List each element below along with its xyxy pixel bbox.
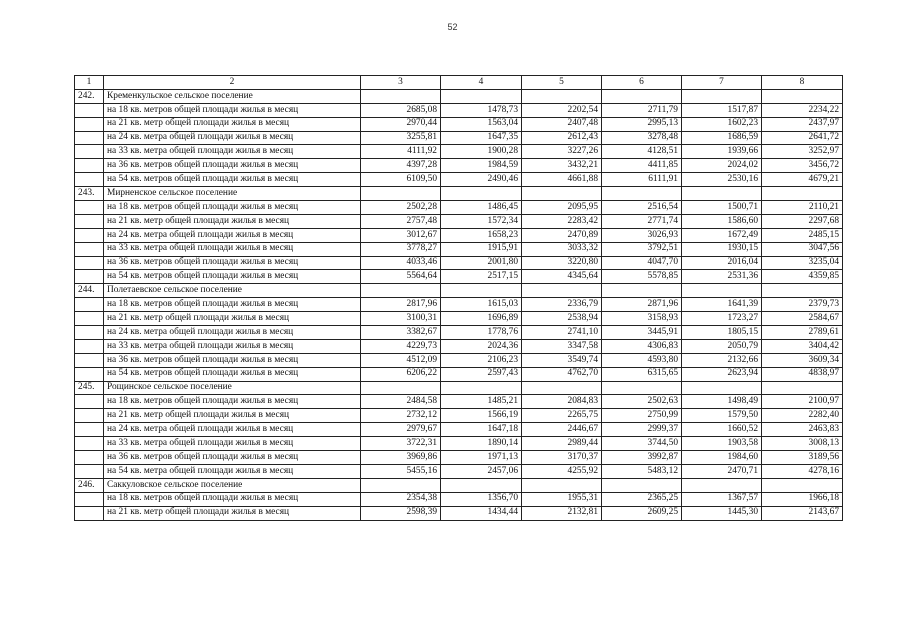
row-label: на 54 кв. метра общей площади жилья в месяц: [104, 464, 361, 478]
value-cell: 2297,68: [762, 214, 843, 228]
value-cell: 6109,50: [361, 173, 441, 187]
row-label: на 24 кв. метра общей площади жилья в месяц: [104, 228, 361, 242]
value-cell: 4762,70: [522, 367, 602, 381]
table-row: [75, 464, 843, 478]
value-cell: 2771,74: [602, 214, 682, 228]
value-cell: 2202,54: [522, 103, 602, 117]
value-cell: 2584,67: [762, 312, 843, 326]
value-cell: 2282,40: [762, 409, 843, 423]
value-cell: 1955,31: [522, 492, 602, 506]
value-cell: 2757,48: [361, 214, 441, 228]
row-label: на 33 кв. метра общей площади жилья в месяц: [104, 437, 361, 451]
table-row: [75, 437, 843, 451]
row-label: на 21 кв. метр общей площади жилья в месяц: [104, 506, 361, 520]
empty-cell: [75, 326, 104, 340]
row-label: на 24 кв. метра общей площади жилья в месяц: [104, 131, 361, 145]
empty-cell: [75, 242, 104, 256]
empty-cell: [602, 89, 682, 103]
value-cell: 2234,22: [762, 103, 843, 117]
section-index: 242.: [75, 89, 104, 103]
value-cell: 4128,51: [602, 145, 682, 159]
table-row: [75, 423, 843, 437]
value-cell: 2597,43: [441, 367, 522, 381]
value-cell: 2517,15: [441, 270, 522, 284]
empty-cell: [682, 89, 762, 103]
value-cell: 1966,18: [762, 492, 843, 506]
empty-cell: [361, 187, 441, 201]
row-label: на 33 кв. метра общей площади жилья в месяц: [104, 242, 361, 256]
value-cell: 2502,63: [602, 395, 682, 409]
value-cell: 2741,10: [522, 326, 602, 340]
value-cell: 2132,81: [522, 506, 602, 520]
value-cell: 1696,89: [441, 312, 522, 326]
value-cell: 2265,75: [522, 409, 602, 423]
value-cell: 3404,42: [762, 339, 843, 353]
section-row: [75, 89, 843, 103]
value-cell: 1566,19: [441, 409, 522, 423]
value-cell: 3456,72: [762, 159, 843, 173]
value-cell: 1500,71: [682, 201, 762, 215]
empty-cell: [361, 478, 441, 492]
table-row: [75, 159, 843, 173]
section-title: Саккуловское сельское поселение: [104, 478, 361, 492]
header-cell: 1: [75, 76, 104, 90]
row-label: на 36 кв. метров общей площади жилья в месяц: [104, 159, 361, 173]
table-row: [75, 353, 843, 367]
value-cell: 3100,31: [361, 312, 441, 326]
value-cell: 2143,67: [762, 506, 843, 520]
header-cell: 2: [104, 76, 361, 90]
empty-cell: [602, 478, 682, 492]
value-cell: 1672,49: [682, 228, 762, 242]
value-cell: 3969,86: [361, 451, 441, 465]
value-cell: 4306,83: [602, 339, 682, 353]
empty-cell: [75, 437, 104, 451]
table-row: [75, 270, 843, 284]
value-cell: 3744,50: [602, 437, 682, 451]
value-cell: 4278,16: [762, 464, 843, 478]
value-cell: 4359,85: [762, 270, 843, 284]
empty-cell: [762, 478, 843, 492]
section-title: Мирненское сельское поселение: [104, 187, 361, 201]
empty-cell: [75, 145, 104, 159]
value-cell: 4838,97: [762, 367, 843, 381]
section-index: 246.: [75, 478, 104, 492]
value-cell: 2407,48: [522, 117, 602, 131]
value-cell: 3992,87: [602, 451, 682, 465]
section-title: Рощинское сельское поселение: [104, 381, 361, 395]
value-cell: 1778,76: [441, 326, 522, 340]
value-cell: 3047,56: [762, 242, 843, 256]
table-row: [75, 117, 843, 131]
value-cell: 3445,91: [602, 326, 682, 340]
value-cell: 2024,36: [441, 339, 522, 353]
empty-cell: [762, 187, 843, 201]
row-label: на 36 кв. метров общей площади жилья в месяц: [104, 451, 361, 465]
value-cell: 3220,80: [522, 256, 602, 270]
value-cell: 2817,96: [361, 298, 441, 312]
value-cell: 3778,27: [361, 242, 441, 256]
row-label: на 36 кв. метров общей площади жилья в месяц: [104, 256, 361, 270]
empty-cell: [682, 187, 762, 201]
table-row: [75, 339, 843, 353]
value-cell: 3158,93: [602, 312, 682, 326]
value-cell: 2084,83: [522, 395, 602, 409]
empty-cell: [75, 131, 104, 145]
value-cell: 3012,67: [361, 228, 441, 242]
value-cell: 2641,72: [762, 131, 843, 145]
empty-cell: [75, 451, 104, 465]
value-cell: 2470,89: [522, 228, 602, 242]
empty-cell: [522, 284, 602, 298]
row-label: на 18 кв. метров общей площади жилья в месяц: [104, 298, 361, 312]
empty-cell: [75, 256, 104, 270]
value-cell: 3722,31: [361, 437, 441, 451]
header-cell: 4: [441, 76, 522, 90]
row-label: на 21 кв. метр общей площади жилья в месяц: [104, 409, 361, 423]
empty-cell: [361, 89, 441, 103]
value-cell: 2132,66: [682, 353, 762, 367]
table-row: [75, 367, 843, 381]
value-cell: 5483,12: [602, 464, 682, 478]
empty-cell: [441, 381, 522, 395]
value-cell: 6206,22: [361, 367, 441, 381]
value-cell: 4047,70: [602, 256, 682, 270]
row-label: на 54 кв. метров общей площади жилья в месяц: [104, 173, 361, 187]
table-row: [75, 409, 843, 423]
value-cell: 2437,97: [762, 117, 843, 131]
value-cell: 2463,83: [762, 423, 843, 437]
table-row: [75, 506, 843, 520]
value-cell: 2502,28: [361, 201, 441, 215]
value-cell: 2024,02: [682, 159, 762, 173]
empty-cell: [441, 284, 522, 298]
row-label: на 33 кв. метра общей площади жилья в месяц: [104, 145, 361, 159]
value-cell: 3347,58: [522, 339, 602, 353]
header-cell: 3: [361, 76, 441, 90]
value-cell: 1602,23: [682, 117, 762, 131]
value-cell: 4229,73: [361, 339, 441, 353]
value-cell: 1367,57: [682, 492, 762, 506]
empty-cell: [75, 201, 104, 215]
table-row: [75, 451, 843, 465]
value-cell: 3382,67: [361, 326, 441, 340]
row-label: на 54 кв. метров общей площади жилья в месяц: [104, 270, 361, 284]
value-cell: 1660,52: [682, 423, 762, 437]
empty-cell: [602, 187, 682, 201]
empty-cell: [75, 117, 104, 131]
value-cell: 2789,61: [762, 326, 843, 340]
value-cell: 1939,66: [682, 145, 762, 159]
value-cell: 2538,94: [522, 312, 602, 326]
value-cell: 1647,18: [441, 423, 522, 437]
table-row: [75, 228, 843, 242]
empty-cell: [522, 89, 602, 103]
value-cell: 1579,50: [682, 409, 762, 423]
value-cell: 3026,93: [602, 228, 682, 242]
value-cell: 1984,60: [682, 451, 762, 465]
value-cell: 2970,44: [361, 117, 441, 131]
row-label: на 21 кв. метр общей площади жилья в месяц: [104, 214, 361, 228]
table-body: [75, 76, 843, 521]
table-row: [75, 326, 843, 340]
value-cell: 3549,74: [522, 353, 602, 367]
empty-cell: [75, 312, 104, 326]
section-row: [75, 187, 843, 201]
row-label: на 21 кв. метр общей площади жилья в месяц: [104, 117, 361, 131]
value-cell: 3170,37: [522, 451, 602, 465]
value-cell: 2095,95: [522, 201, 602, 215]
empty-cell: [75, 423, 104, 437]
table-row: [75, 214, 843, 228]
value-cell: 1615,03: [441, 298, 522, 312]
empty-cell: [682, 381, 762, 395]
value-cell: 2336,79: [522, 298, 602, 312]
value-cell: 2001,80: [441, 256, 522, 270]
header-cell: 6: [602, 76, 682, 90]
value-cell: 2750,99: [602, 409, 682, 423]
row-label: на 18 кв. метров общей площади жилья в месяц: [104, 201, 361, 215]
table-row: [75, 242, 843, 256]
value-cell: 2685,08: [361, 103, 441, 117]
row-label: на 24 кв. метра общей площади жилья в месяц: [104, 326, 361, 340]
value-cell: 2531,36: [682, 270, 762, 284]
empty-cell: [602, 284, 682, 298]
value-cell: 1658,23: [441, 228, 522, 242]
value-cell: 2354,38: [361, 492, 441, 506]
header-row: [75, 76, 843, 90]
value-cell: 1723,27: [682, 312, 762, 326]
empty-cell: [75, 395, 104, 409]
value-cell: 4512,09: [361, 353, 441, 367]
value-cell: 2995,13: [602, 117, 682, 131]
section-index: 243.: [75, 187, 104, 201]
empty-cell: [75, 464, 104, 478]
row-label: на 36 кв. метров общей площади жилья в месяц: [104, 353, 361, 367]
row-label: на 54 кв. метров общей площади жилья в месяц: [104, 367, 361, 381]
value-cell: 4255,92: [522, 464, 602, 478]
value-cell: 1356,70: [441, 492, 522, 506]
empty-cell: [75, 339, 104, 353]
section-title: Полетаевское сельское поселение: [104, 284, 361, 298]
empty-cell: [75, 159, 104, 173]
row-label: на 24 кв. метра общей площади жилья в месяц: [104, 423, 361, 437]
value-cell: 2110,21: [762, 201, 843, 215]
value-cell: 4033,46: [361, 256, 441, 270]
value-cell: 2490,46: [441, 173, 522, 187]
table-row: [75, 298, 843, 312]
value-cell: 1434,44: [441, 506, 522, 520]
value-cell: 1930,15: [682, 242, 762, 256]
value-cell: 2470,71: [682, 464, 762, 478]
empty-cell: [682, 478, 762, 492]
value-cell: 1641,39: [682, 298, 762, 312]
value-cell: 5578,85: [602, 270, 682, 284]
empty-cell: [75, 173, 104, 187]
table-row: [75, 256, 843, 270]
value-cell: 1478,73: [441, 103, 522, 117]
empty-cell: [762, 381, 843, 395]
empty-cell: [441, 478, 522, 492]
empty-cell: [75, 492, 104, 506]
table-row: [75, 492, 843, 506]
value-cell: 1486,45: [441, 201, 522, 215]
value-cell: 4679,21: [762, 173, 843, 187]
value-cell: 1984,59: [441, 159, 522, 173]
value-cell: 2485,15: [762, 228, 843, 242]
empty-cell: [75, 228, 104, 242]
empty-cell: [522, 478, 602, 492]
value-cell: 3235,04: [762, 256, 843, 270]
value-cell: 3255,81: [361, 131, 441, 145]
page-number: 52: [447, 22, 458, 32]
empty-cell: [762, 89, 843, 103]
header-cell: 7: [682, 76, 762, 90]
value-cell: 1572,34: [441, 214, 522, 228]
value-cell: 2016,04: [682, 256, 762, 270]
value-cell: 1517,87: [682, 103, 762, 117]
section-index: 245.: [75, 381, 104, 395]
value-cell: 2598,39: [361, 506, 441, 520]
table-row: [75, 312, 843, 326]
value-cell: 2050,79: [682, 339, 762, 353]
table-row: [75, 145, 843, 159]
empty-cell: [75, 353, 104, 367]
empty-cell: [361, 284, 441, 298]
value-cell: 2871,96: [602, 298, 682, 312]
empty-cell: [602, 381, 682, 395]
header-cell: 8: [762, 76, 843, 90]
empty-cell: [441, 89, 522, 103]
value-cell: 2446,67: [522, 423, 602, 437]
section-title: Кременкульское сельское поселение: [104, 89, 361, 103]
value-cell: 1686,59: [682, 131, 762, 145]
value-cell: 3227,26: [522, 145, 602, 159]
value-cell: 1647,35: [441, 131, 522, 145]
value-cell: 3008,13: [762, 437, 843, 451]
empty-cell: [762, 284, 843, 298]
value-cell: 2283,42: [522, 214, 602, 228]
table-row: [75, 201, 843, 215]
row-label: на 18 кв. метров общей площади жилья в месяц: [104, 103, 361, 117]
value-cell: 1890,14: [441, 437, 522, 451]
value-cell: 2732,12: [361, 409, 441, 423]
value-cell: 6111,91: [602, 173, 682, 187]
empty-cell: [522, 187, 602, 201]
tariff-table: [74, 75, 843, 521]
value-cell: 2484,58: [361, 395, 441, 409]
value-cell: 2979,67: [361, 423, 441, 437]
section-index: 244.: [75, 284, 104, 298]
value-cell: 1498,49: [682, 395, 762, 409]
value-cell: 2100,97: [762, 395, 843, 409]
value-cell: 3609,34: [762, 353, 843, 367]
empty-cell: [75, 367, 104, 381]
value-cell: 2530,16: [682, 173, 762, 187]
value-cell: 3189,56: [762, 451, 843, 465]
row-label: на 33 кв. метра общей площади жилья в месяц: [104, 339, 361, 353]
value-cell: 1971,13: [441, 451, 522, 465]
value-cell: 3033,32: [522, 242, 602, 256]
value-cell: 1903,58: [682, 437, 762, 451]
table-row: [75, 103, 843, 117]
value-cell: 2609,25: [602, 506, 682, 520]
value-cell: 2365,25: [602, 492, 682, 506]
value-cell: 3252,97: [762, 145, 843, 159]
value-cell: 2612,43: [522, 131, 602, 145]
empty-cell: [522, 381, 602, 395]
value-cell: 2989,44: [522, 437, 602, 451]
value-cell: 5564,64: [361, 270, 441, 284]
value-cell: 1915,91: [441, 242, 522, 256]
header-cell: 5: [522, 76, 602, 90]
row-label: на 21 кв. метр общей площади жилья в месяц: [104, 312, 361, 326]
value-cell: 2999,37: [602, 423, 682, 437]
value-cell: 2623,94: [682, 367, 762, 381]
empty-cell: [361, 381, 441, 395]
value-cell: 5455,16: [361, 464, 441, 478]
table-row: [75, 395, 843, 409]
empty-cell: [75, 409, 104, 423]
section-row: [75, 478, 843, 492]
row-label: на 18 кв. метров общей площади жилья в месяц: [104, 492, 361, 506]
value-cell: 1563,04: [441, 117, 522, 131]
value-cell: 4397,28: [361, 159, 441, 173]
empty-cell: [441, 187, 522, 201]
value-cell: 4593,80: [602, 353, 682, 367]
empty-cell: [75, 298, 104, 312]
empty-cell: [75, 103, 104, 117]
empty-cell: [75, 270, 104, 284]
value-cell: 3792,51: [602, 242, 682, 256]
value-cell: 1445,30: [682, 506, 762, 520]
value-cell: 1485,21: [441, 395, 522, 409]
value-cell: 2711,79: [602, 103, 682, 117]
empty-cell: [682, 284, 762, 298]
value-cell: 4411,85: [602, 159, 682, 173]
value-cell: 4111,92: [361, 145, 441, 159]
value-cell: 6315,65: [602, 367, 682, 381]
value-cell: 2457,06: [441, 464, 522, 478]
row-label: на 18 кв. метров общей площади жилья в месяц: [104, 395, 361, 409]
table-row: [75, 131, 843, 145]
value-cell: 1805,15: [682, 326, 762, 340]
empty-cell: [75, 506, 104, 520]
value-cell: 3278,48: [602, 131, 682, 145]
value-cell: 2516,54: [602, 201, 682, 215]
value-cell: 1900,28: [441, 145, 522, 159]
value-cell: 4345,64: [522, 270, 602, 284]
table-row: [75, 173, 843, 187]
section-row: [75, 284, 843, 298]
section-row: [75, 381, 843, 395]
value-cell: 4661,88: [522, 173, 602, 187]
value-cell: 2106,23: [441, 353, 522, 367]
value-cell: 1586,60: [682, 214, 762, 228]
value-cell: 3432,21: [522, 159, 602, 173]
value-cell: 2379,73: [762, 298, 843, 312]
empty-cell: [75, 214, 104, 228]
